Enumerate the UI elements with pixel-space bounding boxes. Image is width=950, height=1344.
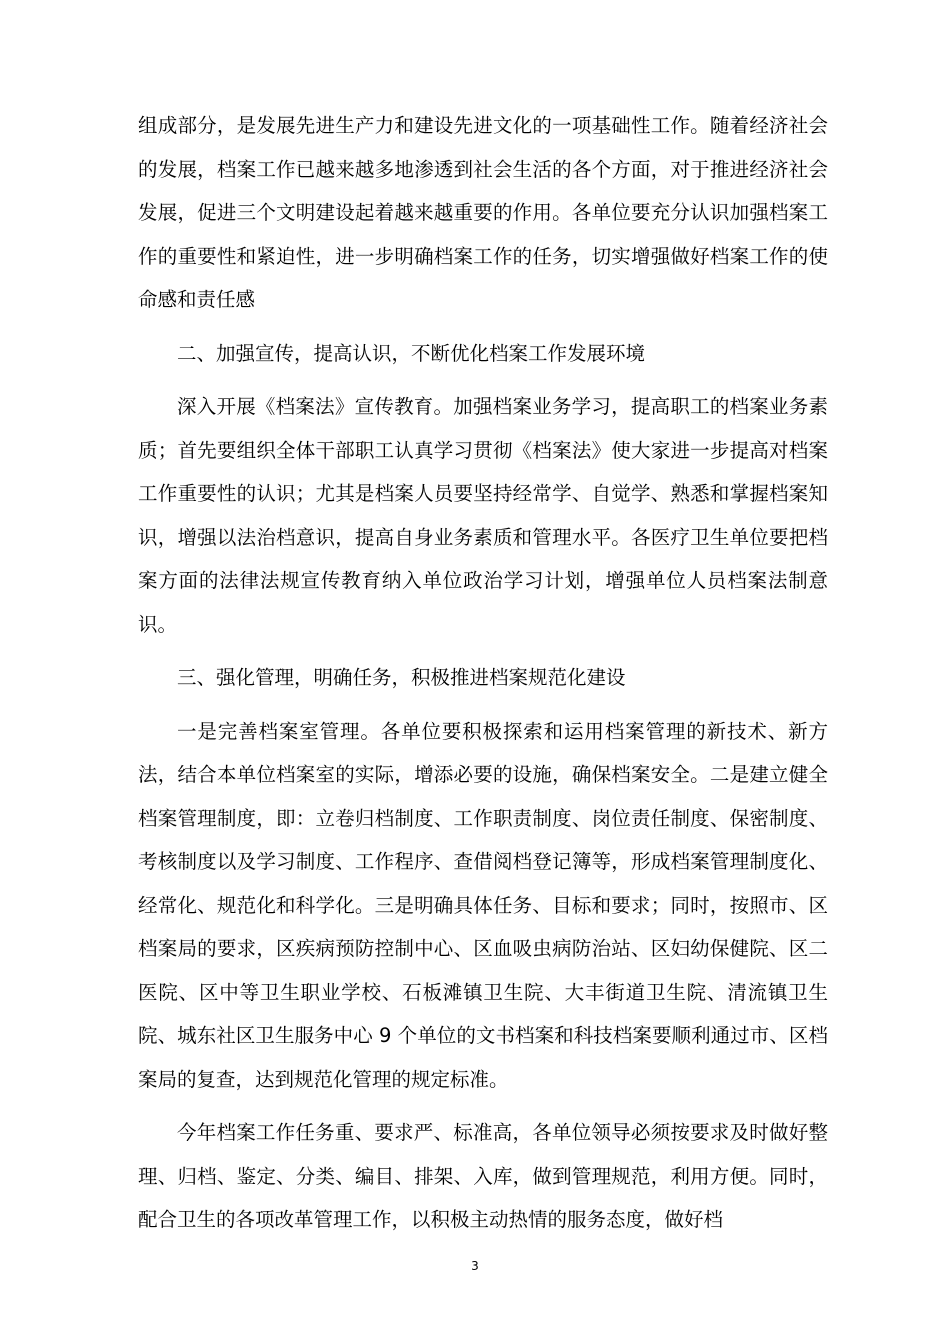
paragraph-this-year: 今年档案工作任务重、要求严、标准高，各单位领导必须按要求及时做好整理、归档、鉴定、分类、编目、排架、入库，做到管理规范，利用方便。同时，配合卫生的各项改革管理工作，以积极主动热情的服务态度，做好档: [138, 1121, 828, 1231]
paragraph-archive-law: 深入开展《档案法》宣传教育。加强档案业务学习，提高职工的档案业务素质；首先要组织全体干部职工认真学习贯彻《档案法》使大家进一步提高对档案工作重要性的认识；尤其是档案人员要坚持经常学、自觉学、熟悉和掌握档案知识，增强以法治档意识，提高自身业务素质和管理水平。各医疗卫生单位要把档案方面的法律法规宣传教育纳入单位政治学习计划，增强单位人员档案法制意识。: [138, 395, 828, 636]
document-body: [138, 104, 828, 1252]
page-number: 3: [471, 1259, 479, 1273]
paragraph-management: 一是完善档案室管理。各单位要积极探索和运用档案管理的新技术、新方法，结合本单位档案室的实际，增添必要的设施，确保档案安全。二是建立健全档案管理制度，即：立卷归档制度、工作职责制度、岗位责任制度、保密制度、考核制度以及学习制度、工作程序、查借阅档登记簿等，形成档案管理制度化、经常化、规范化和科学化。三是明确具体任务、目标和要求；同时，按照市、区档案局的要求，区疾病预防控制中心、区血吸虫病防治站、区妇幼保健院、区二医院、区中等卫生职业学校、石板滩镇卫生院、大丰街道卫生院、清流镇卫生院、城东社区卫生服务中心 9 个单位的文书档案和科技档案要顺利通过市、区档案局的复查，达到规范化管理的规定标准。: [138, 719, 828, 1091]
paragraph-continuation: 组成部分，是发展先进生产力和建设先进文化的一项基础性工作。随着经济社会的发展，档案工作已越来越多地渗透到社会生活的各个方面，对于推进经济社会发展，促进三个文明建设起着越来越重要的作用。各单位要充分认识加强档案工作的重要性和紧迫性，进一步明确档案工作的任务，切实增强做好档案工作的使命感和责任感: [138, 114, 828, 311]
section-heading-2: 二、加强宣传，提高认识，不断优化档案工作发展环境: [177, 341, 646, 365]
section-heading-3: 三、强化管理，明确任务，积极推进档案规范化建设: [177, 666, 626, 689]
